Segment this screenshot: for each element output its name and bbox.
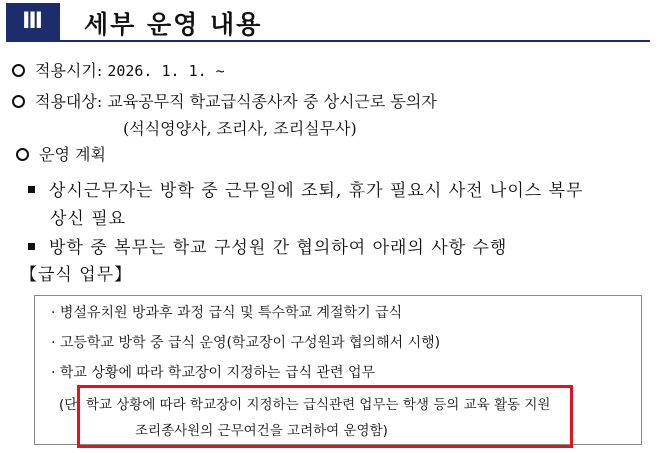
square-bullet-icon	[28, 243, 35, 250]
plan-heading-row	[16, 144, 106, 166]
duty-heading: 【급식 업무】	[20, 265, 133, 285]
duty-item-2: · 고등학교 방학 중 급식 운영(학교장이 구성원과 협의해서 시행)	[51, 335, 441, 351]
duty-item-1: · 병설유치원 방과후 과정 급식 및 특수학교 계절학기 급식	[51, 305, 403, 321]
plan-heading: 운영 계획	[39, 145, 106, 164]
plan-item-1-cont: 상신 필요	[50, 209, 127, 229]
circle-bullet-icon	[12, 64, 25, 77]
target-detail: (석식영양사, 조리사, 조리실무사)	[123, 119, 357, 138]
red-highlight-box	[77, 385, 573, 448]
target-label: 적용대상:	[35, 92, 103, 111]
target-value: 교육공무직 학교급식종사자 중 상시근로 동의자	[107, 92, 437, 111]
title-underline	[6, 40, 650, 42]
section-number: Ⅲ	[6, 3, 60, 40]
target-row	[12, 91, 437, 113]
circle-bullet-icon	[16, 148, 29, 161]
period-label: 적용시기:	[35, 61, 103, 80]
duty-note-line1: (단, 학교 상황에 따라 학교장이 지정하는 급식관련 업무는 학생 등의 교육 활동 지원	[59, 397, 551, 413]
duty-item-3: · 학교 상황에 따라 학교장이 지정하는 급식 관련 업무	[51, 365, 376, 381]
plan-item-2: 방학 중 복무는 학교 구성원 간 협의하여 아래의 사항 수행	[28, 237, 507, 259]
plan-item-1: 상시근무자는 방학 중 근무일에 조퇴, 휴가 필요시 사전 나이스 복무	[28, 180, 583, 202]
duty-note-line2: 조리종사원의 근무여건을 고려하여 운영함)	[135, 423, 388, 439]
section-header	[6, 3, 650, 41]
circle-bullet-icon	[12, 95, 25, 108]
section-title: 세부 운영 내용	[84, 10, 263, 39]
period-value: 2026. 1. 1. ~	[107, 62, 225, 80]
square-bullet-icon	[28, 186, 35, 193]
period-row	[12, 60, 225, 82]
